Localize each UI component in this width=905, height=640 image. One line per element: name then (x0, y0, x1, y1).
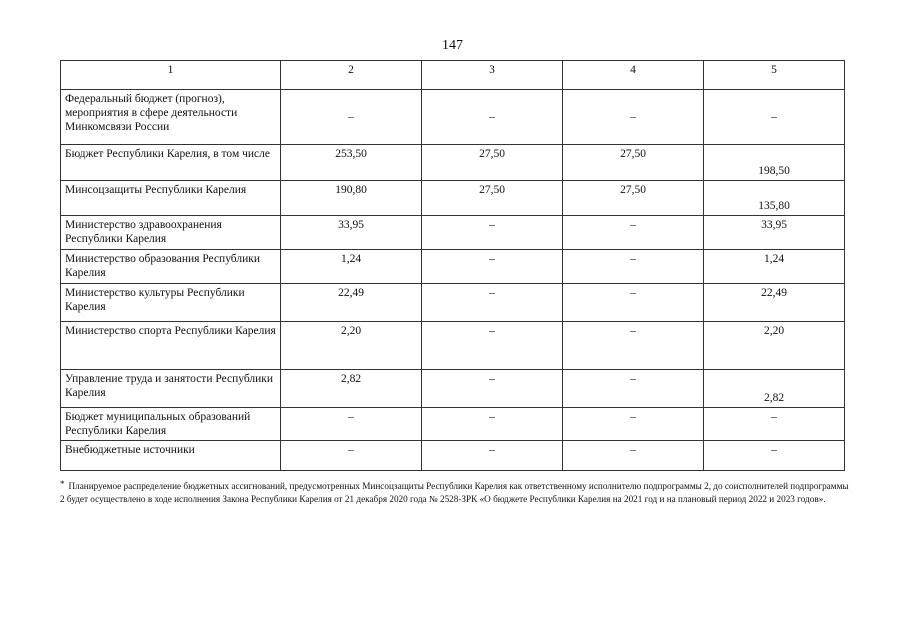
cell-value: – (422, 284, 563, 322)
cell-value: – (422, 370, 563, 408)
table-row (61, 284, 845, 322)
cell-value: – (422, 408, 563, 441)
column-header: 5 (704, 61, 845, 90)
cell-value: 135,80 (704, 181, 845, 216)
row-label: Федеральный бюджет (прогноз), мероприятия в сфере деятельности Минкомсвязи России (61, 90, 281, 145)
cell-value: 33,95 (281, 216, 422, 250)
cell-value: – (563, 408, 704, 441)
cell-value: – (704, 408, 845, 441)
table-row (61, 370, 845, 408)
cell-value: – (422, 322, 563, 370)
cell-value: 27,50 (422, 145, 563, 181)
row-label: Минсоцзащиты Республики Карелия (61, 181, 281, 216)
cell-value: – (563, 250, 704, 284)
table-row (61, 216, 845, 250)
row-label: Бюджет муниципальных образований Республики Карелия (61, 408, 281, 441)
cell-value: – (704, 90, 845, 145)
cell-value: 2,82 (281, 370, 422, 408)
cell-value: – (704, 441, 845, 471)
cell-value: – (422, 441, 563, 471)
footnote-marker: * (60, 479, 65, 489)
cell-value: – (563, 284, 704, 322)
cell-value: 190,80 (281, 181, 422, 216)
cell-value: – (281, 441, 422, 471)
row-label: Внебюджетные источники (61, 441, 281, 471)
cell-value: – (281, 90, 422, 145)
row-label: Управление труда и занятости Республики Карелия (61, 370, 281, 408)
cell-value: – (422, 250, 563, 284)
cell-value: – (563, 370, 704, 408)
cell-value: – (422, 90, 563, 145)
cell-value: 22,49 (281, 284, 422, 322)
column-header: 3 (422, 61, 563, 90)
footnote-text: Планируемое распределение бюджетных ассигнований, предусмотренных Минсоцзащиты Республики Карелия как ответственному исполнителю подпрограммы 2, до соисполнителей подпрограммы 2 будет осуществлено в ходе исполнения Закона Республики Карелия от 21 декабря 2020 года № 2528-ЗРК «О бюджете Республики Карелия на 2021 год и на плановый период 2022 и 2023 годов». (60, 481, 849, 504)
cell-value: – (563, 322, 704, 370)
cell-value: – (563, 90, 704, 145)
cell-value: 27,50 (563, 145, 704, 181)
column-header: 1 (61, 61, 281, 90)
table-row (61, 408, 845, 441)
cell-value: 27,50 (563, 181, 704, 216)
table-header-row (61, 61, 845, 90)
cell-value: 2,20 (704, 322, 845, 370)
footnote (60, 478, 850, 506)
cell-value: 22,49 (704, 284, 845, 322)
cell-value: 1,24 (704, 250, 845, 284)
cell-value: 2,82 (704, 370, 845, 408)
page-number: 147 (442, 38, 463, 53)
table-row (61, 322, 845, 370)
row-label: Министерство культуры Республики Карелия (61, 284, 281, 322)
row-label: Министерство спорта Республики Карелия (61, 322, 281, 370)
cell-value: 253,50 (281, 145, 422, 181)
cell-value: 198,50 (704, 145, 845, 181)
cell-value: – (422, 216, 563, 250)
table-row (61, 181, 845, 216)
cell-value: 33,95 (704, 216, 845, 250)
table-row (61, 441, 845, 471)
row-label: Министерство образования Республики Карелия (61, 250, 281, 284)
cell-value: 2,20 (281, 322, 422, 370)
column-header: 2 (281, 61, 422, 90)
row-label: Министерство здравоохранения Республики Карелия (61, 216, 281, 250)
column-header: 4 (563, 61, 704, 90)
row-label: Бюджет Республики Карелия, в том числе (61, 145, 281, 181)
cell-value: – (563, 216, 704, 250)
table-row (61, 90, 845, 145)
table-row (61, 250, 845, 284)
cell-value: 1,24 (281, 250, 422, 284)
cell-value: – (281, 408, 422, 441)
cell-value: – (563, 441, 704, 471)
cell-value: 27,50 (422, 181, 563, 216)
budget-table (60, 60, 845, 471)
table-row (61, 145, 845, 181)
